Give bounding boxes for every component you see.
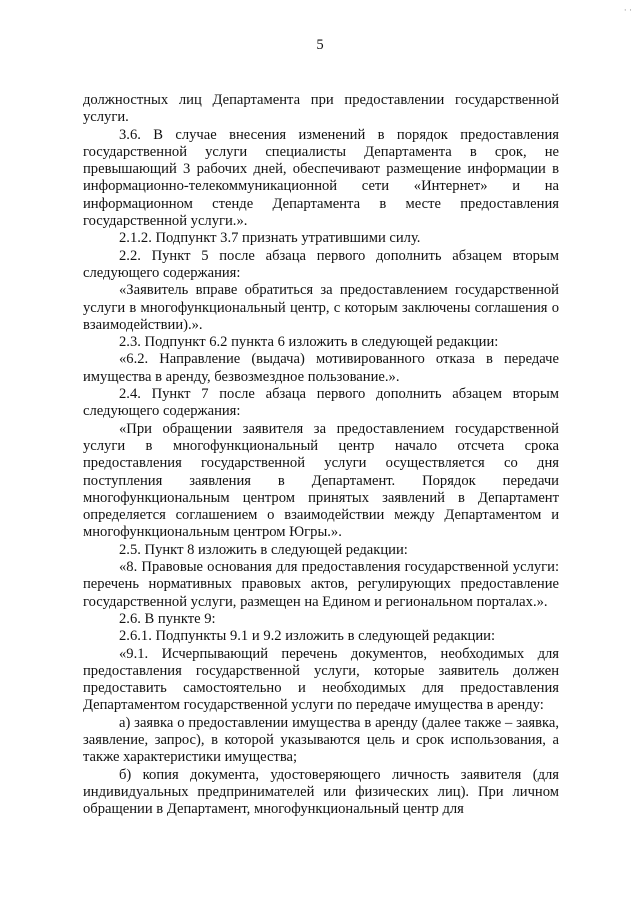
paragraph: 2.6.1. Подпункты 9.1 и 9.2 изложить в следующей редакции: bbox=[119, 628, 496, 645]
paragraph: «6.2. Направление (выдача) мотивированного отказа в передаче имущества в аренду, безвозмездное пользование.». bbox=[83, 351, 559, 385]
paragraph: 2.4. Пункт 7 после абзаца первого дополнить абзацем вторым следующего содержания: bbox=[83, 386, 559, 420]
paragraph: «8. Правовые основания для предоставления государственной услуги: перечень нормативных правовых актов, регулирующих предоставление государственной услуги, размещен на Едином и региональном порталах.». bbox=[83, 559, 559, 610]
page-number: 5 bbox=[316, 37, 324, 53]
paragraph: а) заявка о предоставлении имущества в аренду (далее также – заявка, заявление, запрос), в которой указываются цель и срок использования, а также характеристики имущества; bbox=[83, 714, 559, 766]
paragraph: 2.6. В пункте 9: bbox=[119, 610, 216, 627]
paragraph: 3.6. В случае внесения изменений в порядок предоставления государственной услуги специалисты Департамента в срок, не превышающий 3 рабочих дней, обеспечивают размещение информации в информационно-телекоммуникационной сети «Интернет» и на информационном стенде Департамента в месте предоставления государственной услуги.». bbox=[83, 126, 559, 230]
document-body bbox=[83, 92, 559, 818]
paragraph: «9.1. Исчерпывающий перечень документов, необходимых для предоставления государственной услуги, которые заявитель должен предоставить самостоятельно и необходимых для предоставления Департаментом государственной услуги по передаче имущества в аренду: bbox=[83, 645, 559, 714]
paragraph: «При обращении заявителя за предоставлением государственной услуги в многофункциональный центр начало отсчета срока предоставления государственной услуги осуществляется со дня поступления заявления в Департамент. Порядок передачи многофункциональным центром принятых заявлений в Департамент определяется соглашением о взаимодействии между Департаментом и многофункциональным центром Югры.». bbox=[83, 420, 559, 541]
corner-mark: · · bbox=[623, 5, 632, 15]
paragraph: «Заявитель вправе обратиться за предоставлением государственной услуги в многофункциональный центр, с которым заключены соглашения о взаимодействии).». bbox=[83, 282, 559, 333]
paragraph: 2.1.2. Подпункт 3.7 признать утратившими силу. bbox=[119, 230, 421, 247]
paragraph: должностных лиц Департамента при предоставлении государственной услуги. bbox=[83, 92, 559, 126]
paragraph: 2.3. Подпункт 6.2 пункта 6 изложить в следующей редакции: bbox=[119, 334, 499, 351]
paragraph: 2.2. Пункт 5 после абзаца первого дополнить абзацем вторым следующего содержания: bbox=[83, 247, 559, 281]
paragraph: 2.5. Пункт 8 изложить в следующей редакции: bbox=[119, 541, 408, 558]
paragraph: б) копия документа, удостоверяющего личность заявителя (для индивидуальных предпринимателей или физических лиц). При личном обращении в Департамент, многофункциональный центр для bbox=[83, 766, 559, 818]
